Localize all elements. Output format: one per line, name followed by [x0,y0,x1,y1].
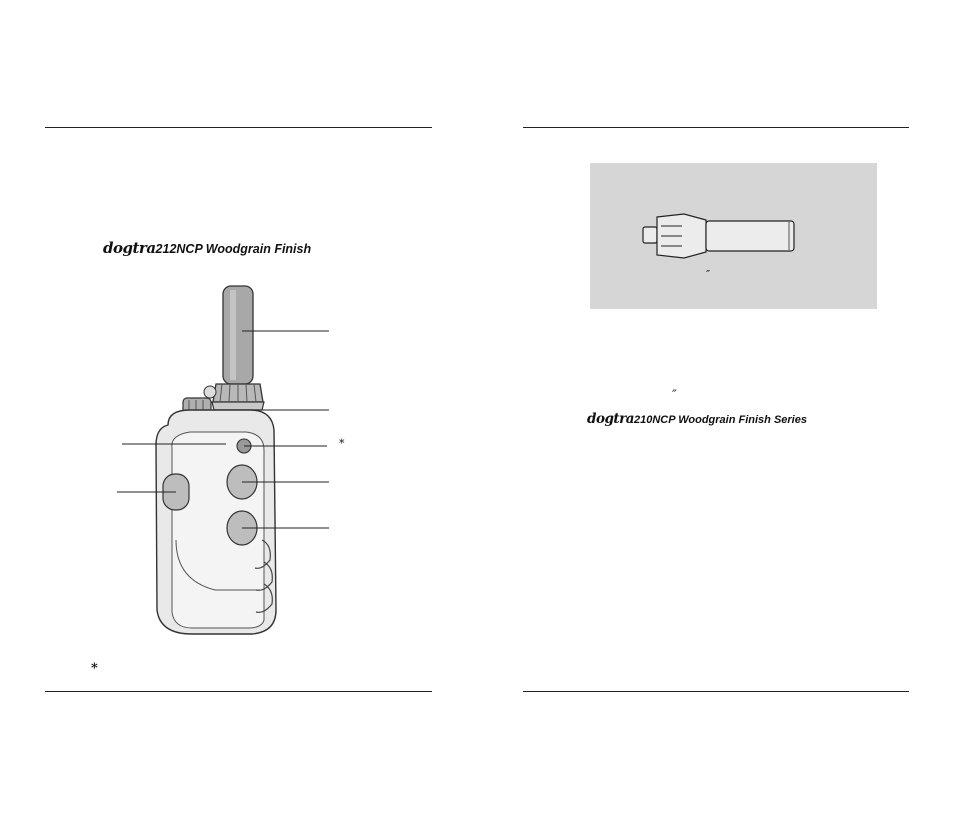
right-model-heading [587,411,807,427]
inline-quote-mark: ″ [672,388,677,403]
antenna-size-quote: ″ [706,268,711,281]
right-model-title: 210NCP Woodgrain Finish Series [633,414,807,426]
dogtra-logo-right: dogtra [587,411,634,427]
footnote-asterisk: * [91,661,98,676]
dogtra-logo: dogtra [103,239,156,257]
led-callout-asterisk: * [339,437,345,450]
left-model-title: 212NCP Woodgrain Finish [155,242,312,256]
